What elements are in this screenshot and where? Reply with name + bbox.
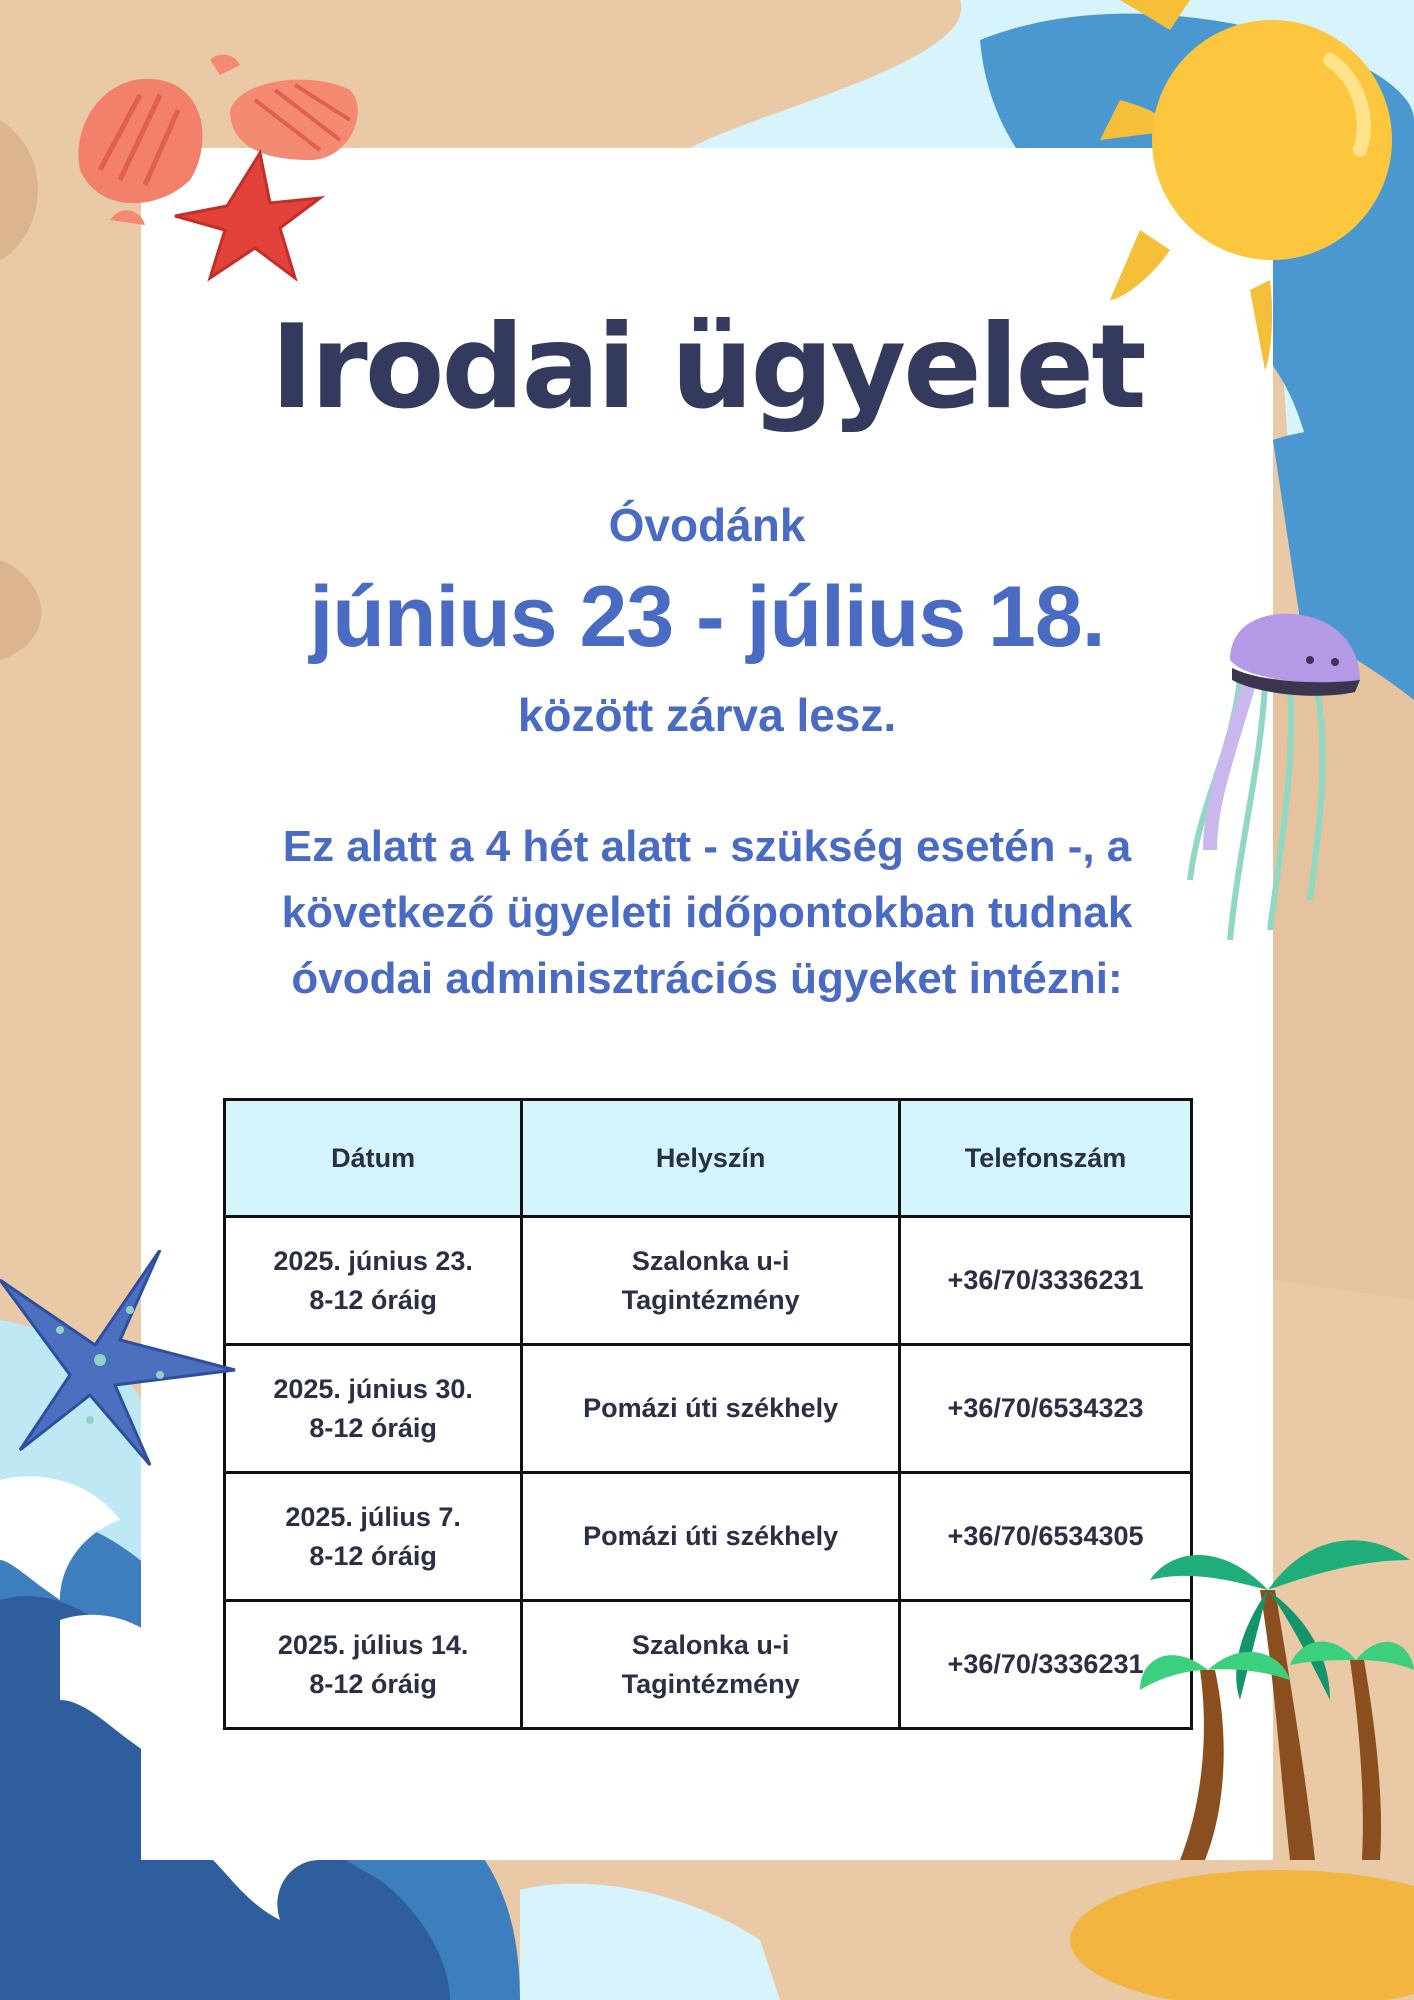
header-date: Dátum [225, 1100, 522, 1217]
table-row [225, 1473, 1192, 1601]
phone-cell: +36/70/3336231 [900, 1601, 1192, 1729]
starfish-icon [165, 148, 325, 288]
info-line-3: óvodai adminisztrációs ügyeket intézni: [291, 954, 1123, 1003]
location-cell: Szalonka u-i Tagintézmény [522, 1217, 900, 1345]
date-cell: 2025. július 7. 8-12 óráig [225, 1473, 522, 1601]
phone-cell: +36/70/3336231 [900, 1217, 1192, 1345]
content-card [141, 148, 1273, 1860]
location-cell: Pomázi úti székhely [522, 1345, 900, 1473]
page-title: Irodai ügyelet [270, 300, 1144, 435]
closure-dates: június 23 - július 18. [309, 569, 1105, 665]
table-header-row [225, 1100, 1192, 1217]
table-row [225, 1345, 1192, 1473]
table-row [225, 1217, 1192, 1345]
phone-cell: +36/70/6534323 [900, 1345, 1192, 1473]
starfish-icon [0, 1250, 240, 1470]
header-phone: Telefonszám [900, 1100, 1192, 1217]
palm-tree-icon [1140, 1520, 1414, 1860]
intro-line-3: között zárva lesz. [517, 689, 897, 741]
location-cell: Szalonka u-i Tagintézmény [522, 1601, 900, 1729]
jellyfish-icon [1170, 600, 1370, 960]
header-location: Helyszín [522, 1100, 900, 1217]
date-cell: 2025. június 30. 8-12 óráig [225, 1345, 522, 1473]
phone-cell: +36/70/6534305 [900, 1473, 1192, 1601]
schedule-table [223, 1098, 1193, 1730]
info-line-2: következő ügyeleti időpontokban tudnak [281, 888, 1133, 937]
date-cell: 2025. július 14. 8-12 óráig [225, 1601, 522, 1729]
location-cell: Pomázi úti székhely [522, 1473, 900, 1601]
intro-line-1: Óvodánk [608, 499, 806, 551]
info-paragraph [207, 814, 1207, 1012]
table-row [225, 1601, 1192, 1729]
date-cell: 2025. június 23. 8-12 óráig [225, 1217, 522, 1345]
sun-icon [1040, 0, 1414, 380]
info-line-1: Ez alatt a 4 hét alatt - szükség esetén -, a [282, 822, 1132, 871]
